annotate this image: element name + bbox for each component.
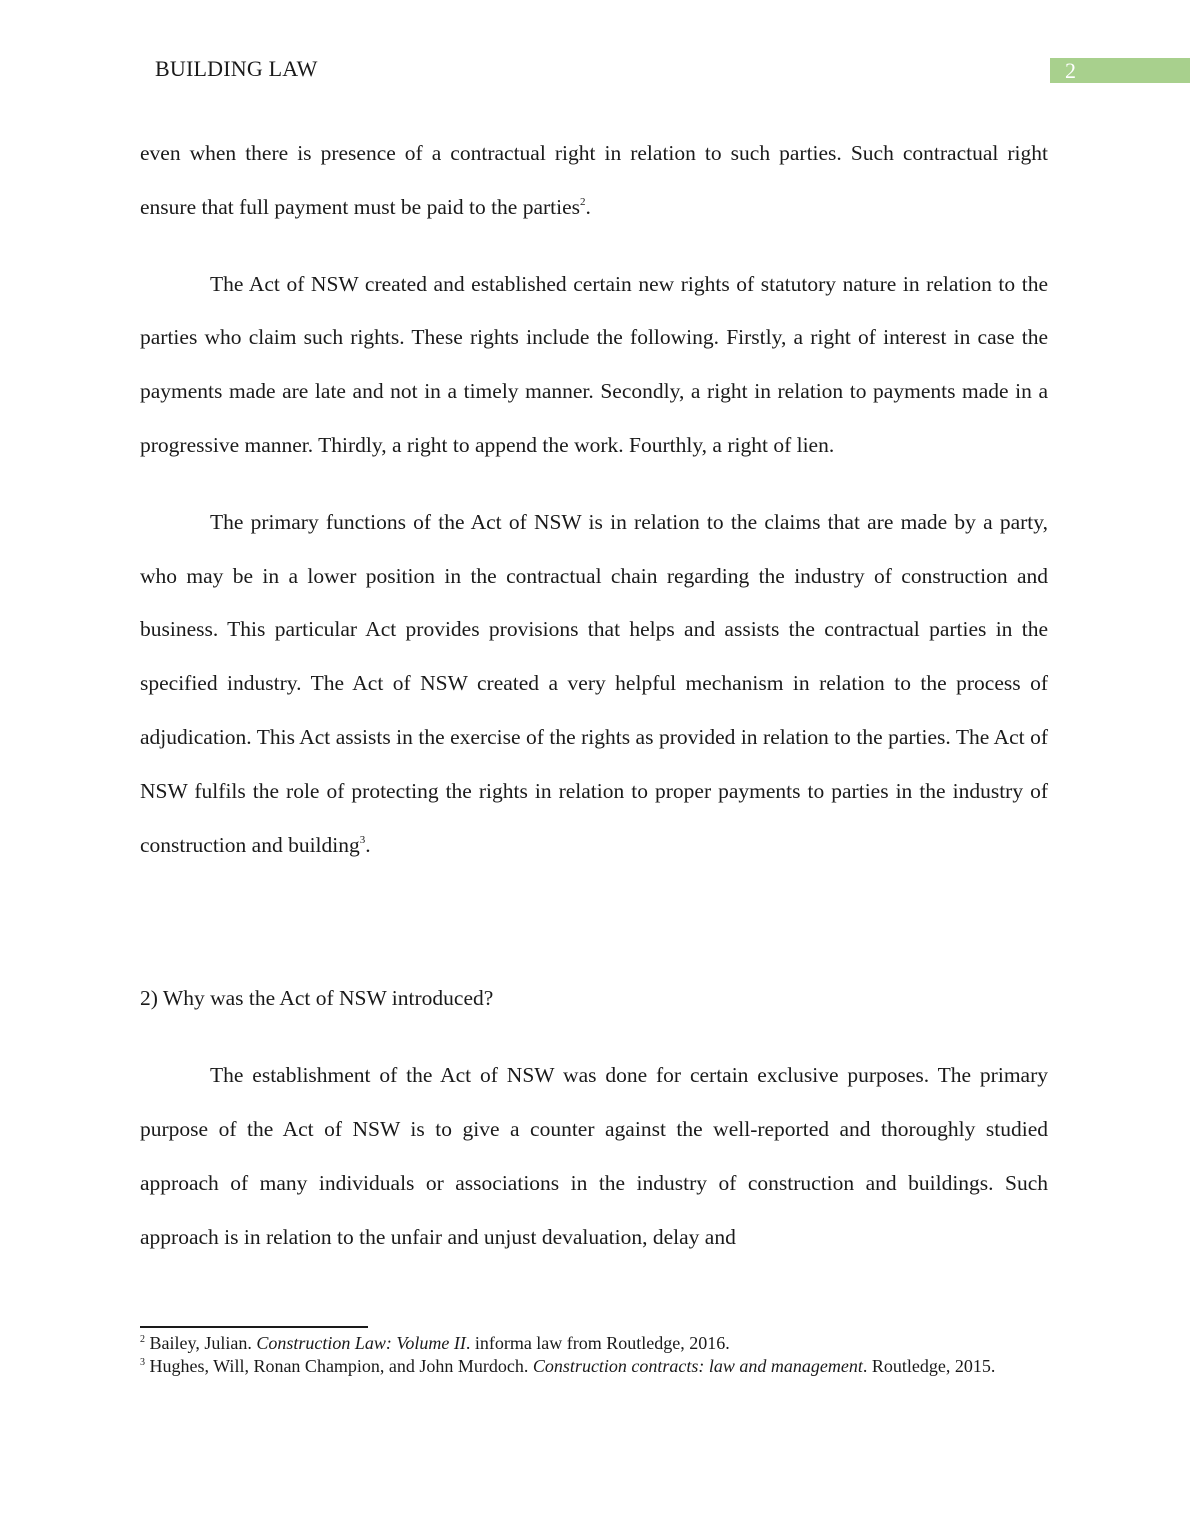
paragraph-1-end: . [585, 194, 591, 219]
footnote-2 [140, 1332, 1048, 1355]
page-number-badge [1050, 58, 1190, 83]
document-body [140, 127, 1048, 1264]
footnotes [140, 1332, 1048, 1378]
paragraph-4-text: The establishment of the Act of NSW was done for certain exclusive purposes. The primary purpose of the Act of NSW is to give a counter against the well-reported and thoroughly studied approach of many individuals or associations in the industry of construction and buildings. Such approach is in relation to the unfair and unjust devaluation, delay and [140, 1063, 1048, 1249]
footnote-ref-3[interactable]: 3 [359, 833, 366, 846]
section-heading: 2) Why was the Act of NSW introduced? [140, 986, 494, 1011]
footnote-3-number: 3 [140, 1357, 145, 1368]
section-spacer [140, 895, 1048, 972]
footnote-3-title: Construction contracts: law and management [532, 1356, 863, 1376]
header-title: BUILDING LAW [155, 56, 318, 81]
paragraph-2-text: The Act of NSW created and established certain new rights of statutory nature in relation to the parties who claim such rights. These rights include the following. Firstly, a right of interest in case the payments made are late and not in a timely manner. Secondly, a right in relation to payments made in a progressive manner. Thirdly, a right to append the work. Fourthly, a right of lien. [140, 271, 1048, 457]
footnote-3-pre: Hughes, Will, Ronan Champion, and John Murdoch. [145, 1356, 533, 1376]
paragraph-3 [140, 496, 1048, 873]
footnote-ref-2[interactable]: 2 [580, 195, 586, 208]
heading-spacer [140, 1026, 1048, 1049]
paragraph-1-text: even when there is presence of a contractual right in relation to such parties. Such contractual right ensure that full payment must be paid to the parties [140, 141, 1048, 219]
paragraph-3-text: The primary functions of the Act of NSW is in relation to the claims that are made by a party, who may be in a lower position in the contractual chain regarding the industry of construction and business. This particular Act provides provisions that helps and assists the contractual parties in the specified industry. The Act of NSW created a very helpful mechanism in relation to the process of adjudication. This Act assists in the exercise of the rights as provided in relation to the parties. The Act of NSW fulfils the role of protecting the rights in relation to proper payments to parties in the industry of construction and building [140, 509, 1048, 857]
paragraph-1 [140, 127, 1048, 235]
paragraph-3-end: . [365, 832, 371, 857]
footnote-3 [140, 1355, 1048, 1378]
footnote-separator [140, 1326, 368, 1328]
paragraph-2 [140, 258, 1048, 473]
footnote-2-number: 2 [140, 1334, 145, 1345]
footnote-2-title: Construction Law: Volume II [256, 1333, 466, 1353]
paragraph-4 [140, 1049, 1048, 1264]
footnote-2-pre: Bailey, Julian. [145, 1333, 257, 1353]
footnote-3-post: . Routledge, 2015. [862, 1356, 996, 1376]
footnote-2-post: . informa law from Routledge, 2016. [465, 1333, 730, 1353]
page-number: 2 [1065, 58, 1076, 83]
